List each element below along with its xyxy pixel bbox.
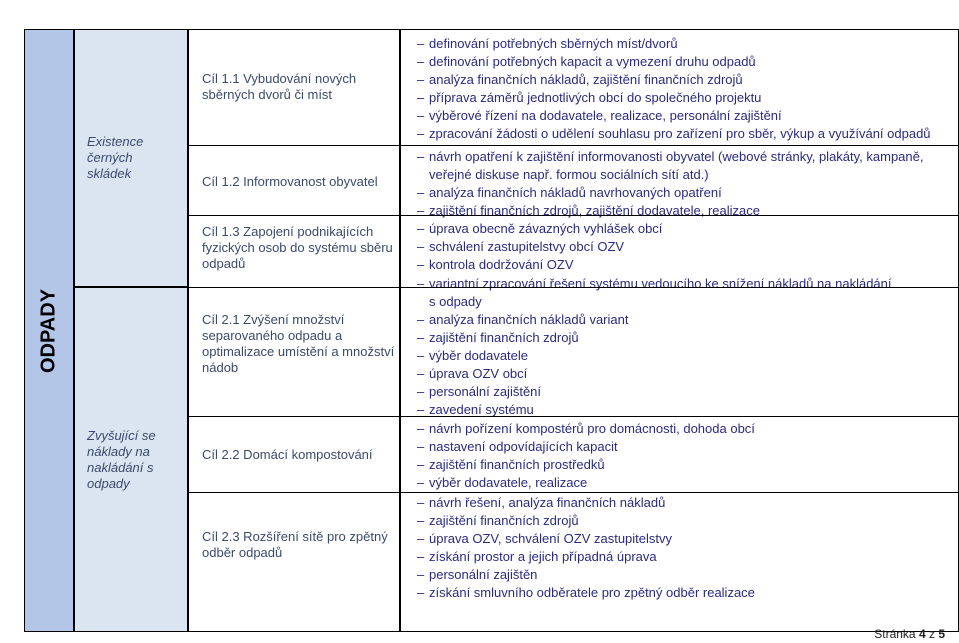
action-item: – návrh pořízení kompostérů pro domácnosti, dohoda obcí — [417, 421, 755, 436]
action-item: – personální zajištěn — [417, 567, 538, 582]
goal-cell-2-1 — [188, 287, 400, 416]
goal-label-2-3: Cíl 2.3 Rozšíření sítě pro zpětný odběr odpadů — [202, 529, 388, 560]
action-item: – zpracování žádosti o udělení souhlasu pro zařízení pro sběr, výkup a využívání odpadů — [417, 126, 931, 141]
goal-label-1-2: Cíl 1.2 Informovanost obyvatel — [202, 174, 378, 189]
action-item: – výběrové řízení na dodavatele, realizace, personální zajištění — [417, 108, 782, 123]
action-item: – zajištění finančních prostředků — [417, 457, 605, 472]
action-item: – úprava OZV obcí — [417, 366, 528, 381]
action-item: – úprava obecně závazných vyhlášek obcí — [417, 221, 663, 236]
footer-total: 5 — [938, 627, 945, 641]
footer-page: 4 — [918, 627, 926, 641]
problem-label-1: Existence černých skládek — [87, 134, 144, 181]
footer-label: Stránka — [874, 627, 916, 641]
action-item: – schválení zastupitelstvy obcí OZV — [417, 239, 625, 254]
action-item: – zajištění finančních zdrojů, zajištění dodavatele, realizace — [417, 203, 760, 218]
action-item: – výběr dodavatele — [417, 348, 529, 363]
row-divider — [188, 492, 959, 493]
action-item: – získání smluvního odběratele pro zpětný odběr realizace — [417, 585, 755, 600]
page-footer — [874, 627, 945, 641]
goal-cell-2-2 — [188, 416, 400, 492]
action-item: – získání prostor a jejich případná úprava — [417, 549, 657, 564]
problem-cell-1 — [74, 29, 188, 287]
action-item: – zavedení systému — [417, 402, 534, 417]
goal-cell-1-1 — [188, 29, 400, 145]
action-item: – návrh opatření k zajištění informovanosti obyvatel (webové stránky, plakáty, kampaně, — [417, 149, 924, 164]
category-label: ODPADY — [37, 288, 60, 373]
category-cell — [24, 29, 74, 632]
action-item-continuation: s odpady — [429, 294, 482, 309]
goal-label-1-3: Cíl 1.3 Zapojení podnikajících fyzických osob do systému sběru odpadů — [202, 224, 393, 271]
problem-label-2: Zvyšující se náklady na nakládání s odpady — [87, 427, 156, 491]
goal-cell-2-3 — [188, 492, 400, 632]
action-item-continuation: veřejné diskuse např. formou sociálních sítí atd.) — [429, 167, 709, 182]
action-item: – zajištění finančních zdrojů — [417, 330, 579, 345]
action-item: – zajištění finančních zdrojů — [417, 513, 579, 528]
goal-label-2-1: Cíl 2.1 Zvýšení množství separovaného odpadu a optimalizace umístění a množství nádob — [202, 312, 395, 375]
goal-label-1-1: Cíl 1.1 Vybudování nových sběrných dvorů či míst — [202, 71, 357, 102]
row-divider — [188, 416, 959, 417]
action-item: – úprava OZV, schválení OZV zastupitelstvy — [417, 531, 673, 546]
action-item: – analýza finančních nákladů navrhovaných opatření — [417, 185, 722, 200]
action-item: – analýza finančních nákladů, zajištění finančních zdrojů — [417, 72, 743, 87]
action-item: – návrh řešení, analýza finančních nákladů — [417, 495, 666, 510]
goal-cell-1-2 — [188, 145, 400, 215]
action-item: – variantní zpracování řešení systému vedoucího ke snížení nákladů na nakládání — [417, 276, 892, 291]
action-item: – kontrola dodržování OZV — [417, 257, 574, 272]
action-item: – personální zajištění — [417, 384, 542, 399]
action-item: – definování potřebných kapacit a vymezení druhu odpadů — [417, 54, 756, 69]
row-divider — [188, 145, 959, 146]
goal-label-2-2: Cíl 2.2 Domácí kompostování — [202, 447, 373, 462]
goal-cell-1-3 — [188, 215, 400, 287]
footer-separator: z — [928, 627, 935, 641]
action-item: – definování potřebných sběrných míst/dvorů — [417, 36, 678, 51]
action-item: – nastavení odpovídajících kapacit — [417, 439, 618, 454]
problem-cell-2 — [74, 287, 188, 632]
action-item: – příprava záměrů jednotlivých obcí do společného projektu — [417, 90, 762, 105]
actions-column — [400, 29, 959, 632]
action-item: – výběr dodavatele, realizace — [417, 475, 588, 490]
row-divider — [188, 215, 959, 216]
action-item: – analýza finančních nákladů variant — [417, 312, 629, 327]
row-divider — [188, 287, 959, 288]
